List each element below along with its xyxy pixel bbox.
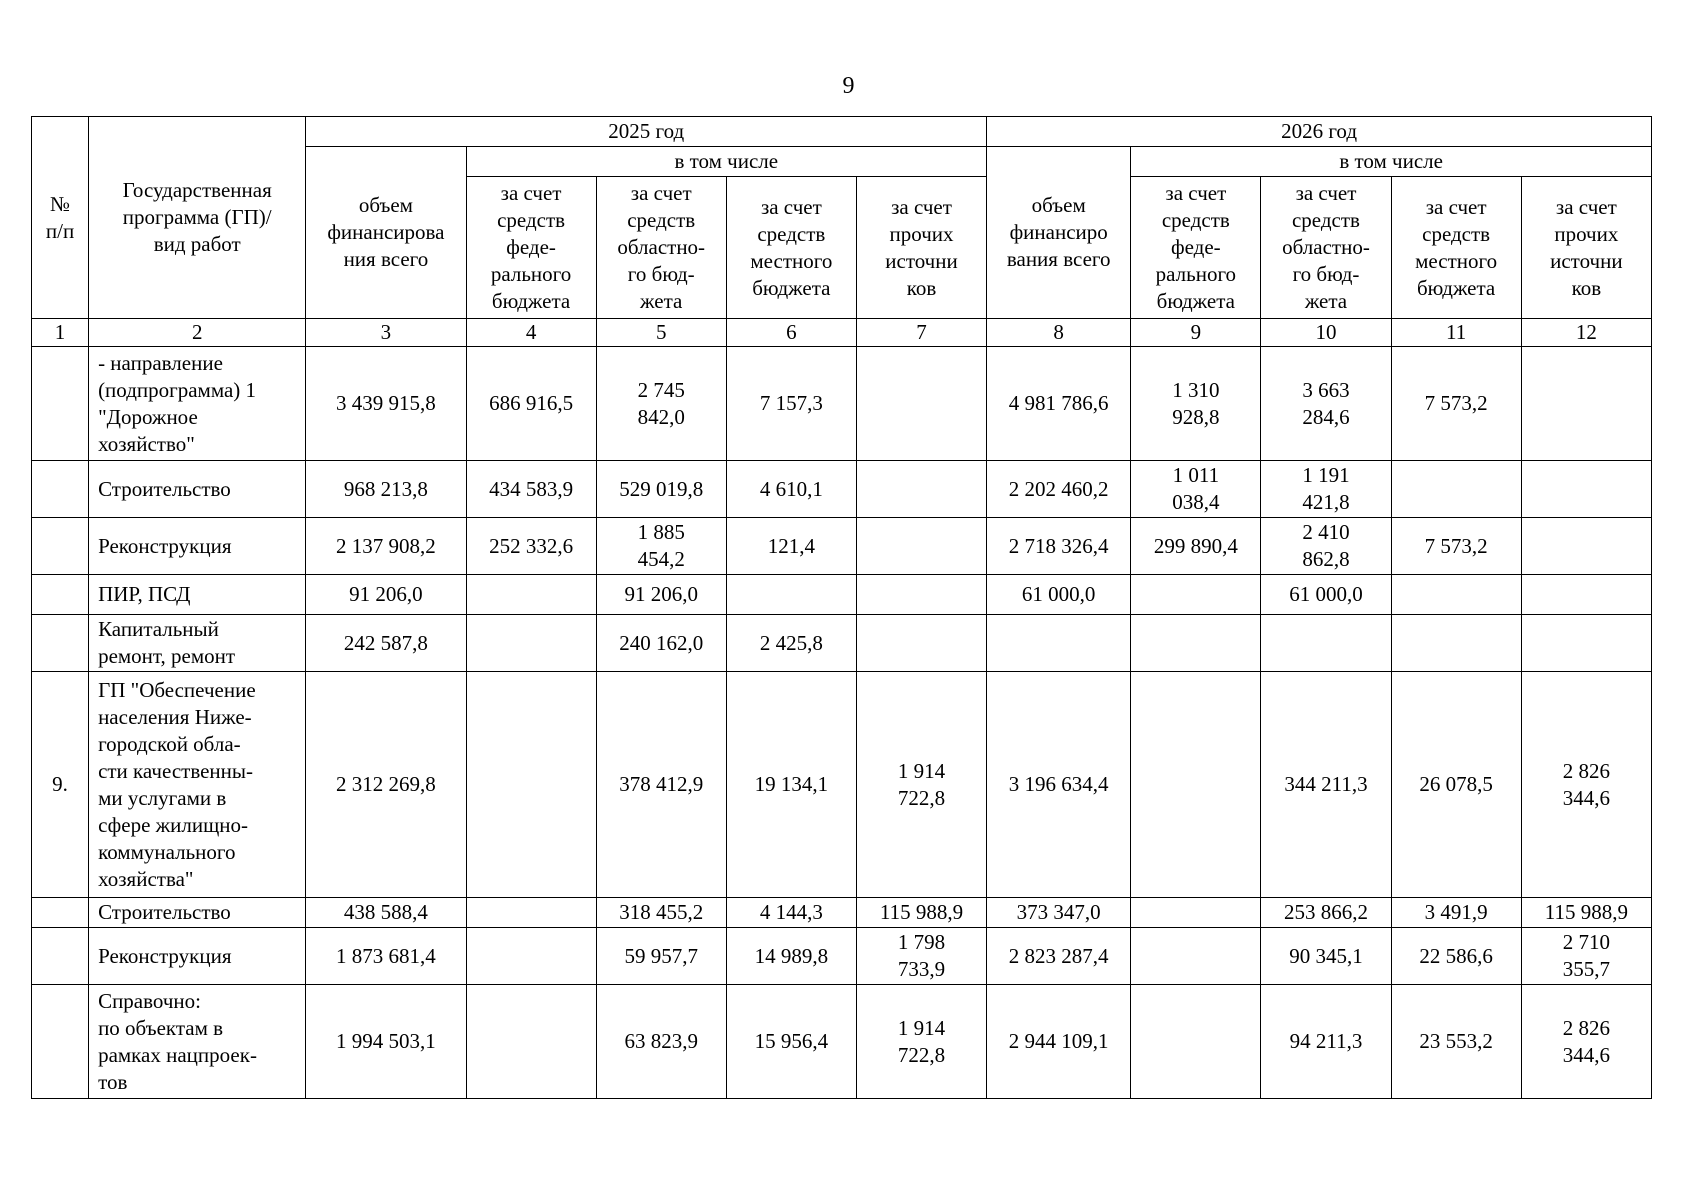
- col-number: 5: [596, 319, 726, 347]
- value-cell: 15 956,4: [726, 985, 856, 1099]
- value-cell: 59 957,7: [596, 928, 726, 985]
- row-name: Строительство: [89, 898, 306, 928]
- row-name: Справочно: по объектам в рамках нацпроек- тов: [89, 985, 306, 1099]
- value-cell: [1131, 898, 1261, 928]
- header-other-2025: за счет прочих источни ков: [856, 177, 986, 319]
- row-number: [32, 985, 89, 1099]
- value-cell: 2 710 355,7: [1521, 928, 1651, 985]
- table-row: [32, 518, 1652, 575]
- value-cell: 344 211,3: [1261, 672, 1391, 898]
- table-row: [32, 461, 1652, 518]
- col-number: 1: [32, 319, 89, 347]
- col-number: 6: [726, 319, 856, 347]
- row-name: ПИР, ПСД: [89, 575, 306, 615]
- value-cell: [1131, 672, 1261, 898]
- value-cell: 2 137 908,2: [306, 518, 466, 575]
- value-cell: [987, 615, 1131, 672]
- value-cell: 529 019,8: [596, 461, 726, 518]
- header-other-2026: за счет прочих источни ков: [1521, 177, 1651, 319]
- value-cell: [466, 575, 596, 615]
- value-cell: 3 663 284,6: [1261, 347, 1391, 461]
- header-including-2025: в том числе: [466, 147, 987, 177]
- value-cell: [466, 672, 596, 898]
- value-cell: [466, 615, 596, 672]
- value-cell: 2 202 460,2: [987, 461, 1131, 518]
- value-cell: [466, 985, 596, 1099]
- value-cell: 63 823,9: [596, 985, 726, 1099]
- row-name: Строительство: [89, 461, 306, 518]
- value-cell: 2 826 344,6: [1521, 672, 1651, 898]
- value-cell: 434 583,9: [466, 461, 596, 518]
- value-cell: [1521, 575, 1651, 615]
- row-number: [32, 347, 89, 461]
- value-cell: 2 826 344,6: [1521, 985, 1651, 1099]
- value-cell: [856, 461, 986, 518]
- col-number: 7: [856, 319, 986, 347]
- value-cell: 2 410 862,8: [1261, 518, 1391, 575]
- value-cell: 1 310 928,8: [1131, 347, 1261, 461]
- row-number: [32, 928, 89, 985]
- value-cell: 299 890,4: [1131, 518, 1261, 575]
- value-cell: [466, 898, 596, 928]
- value-cell: [1521, 461, 1651, 518]
- value-cell: 2 312 269,8: [306, 672, 466, 898]
- header-regional-2026: за счет средств областно- го бюд- жета: [1261, 177, 1391, 319]
- col-number: 3: [306, 319, 466, 347]
- col-number: 2: [89, 319, 306, 347]
- header-total-2026: объем финансиро вания всего: [987, 147, 1131, 319]
- value-cell: 91 206,0: [306, 575, 466, 615]
- row-name: Реконструкция: [89, 928, 306, 985]
- value-cell: [856, 615, 986, 672]
- value-cell: [1391, 615, 1521, 672]
- value-cell: 1 914 722,8: [856, 672, 986, 898]
- header-regional-2025: за счет средств областно- го бюд- жета: [596, 177, 726, 319]
- value-cell: 1 011 038,4: [1131, 461, 1261, 518]
- value-cell: [1131, 985, 1261, 1099]
- value-cell: 3 439 915,8: [306, 347, 466, 461]
- table-row: [32, 347, 1652, 461]
- value-cell: 90 345,1: [1261, 928, 1391, 985]
- header-federal-2026: за счет средств феде- рального бюджета: [1131, 177, 1261, 319]
- col-number: 11: [1391, 319, 1521, 347]
- value-cell: 373 347,0: [987, 898, 1131, 928]
- value-cell: 7 157,3: [726, 347, 856, 461]
- header-total-2025: объем финансирова ния всего: [306, 147, 466, 319]
- value-cell: 1 914 722,8: [856, 985, 986, 1099]
- value-cell: 2 823 287,4: [987, 928, 1131, 985]
- value-cell: 3 491,9: [1391, 898, 1521, 928]
- header-num: № п/п: [32, 117, 89, 319]
- value-cell: [1521, 347, 1651, 461]
- value-cell: [856, 347, 986, 461]
- budget-table: [31, 116, 1652, 1099]
- col-number: 10: [1261, 319, 1391, 347]
- value-cell: [1521, 518, 1651, 575]
- table-row: [32, 985, 1652, 1099]
- value-cell: 7 573,2: [1391, 347, 1521, 461]
- value-cell: 115 988,9: [1521, 898, 1651, 928]
- col-number: 4: [466, 319, 596, 347]
- header-year-2025: 2025 год: [306, 117, 987, 147]
- value-cell: [1131, 575, 1261, 615]
- row-number: [32, 461, 89, 518]
- row-number: [32, 518, 89, 575]
- row-name: ГП "Обеспечение населения Ниже- городской обла- сти качественны- ми услугами в сфере жилищно- коммунального хозяйства": [89, 672, 306, 898]
- value-cell: 242 587,8: [306, 615, 466, 672]
- header-program: Государственная программа (ГП)/ вид работ: [89, 117, 306, 319]
- value-cell: 4 610,1: [726, 461, 856, 518]
- table-row: [32, 928, 1652, 985]
- row-name: Реконструкция: [89, 518, 306, 575]
- value-cell: [1391, 575, 1521, 615]
- header-year-2026: 2026 год: [987, 117, 1652, 147]
- value-cell: 378 412,9: [596, 672, 726, 898]
- value-cell: 4 981 786,6: [987, 347, 1131, 461]
- value-cell: [1391, 461, 1521, 518]
- header-local-2025: за счет средств местного бюджета: [726, 177, 856, 319]
- value-cell: [1521, 615, 1651, 672]
- value-cell: 1 994 503,1: [306, 985, 466, 1099]
- row-name: - направление (подпрограмма) 1 "Дорожное хозяйство": [89, 347, 306, 461]
- col-number: 8: [987, 319, 1131, 347]
- value-cell: 2 745 842,0: [596, 347, 726, 461]
- table-row: [32, 575, 1652, 615]
- col-number: 9: [1131, 319, 1261, 347]
- value-cell: 94 211,3: [1261, 985, 1391, 1099]
- value-cell: 240 162,0: [596, 615, 726, 672]
- value-cell: [466, 928, 596, 985]
- value-cell: 19 134,1: [726, 672, 856, 898]
- row-number: [32, 615, 89, 672]
- value-cell: 1 191 421,8: [1261, 461, 1391, 518]
- page-number: 9: [842, 73, 855, 99]
- value-cell: 26 078,5: [1391, 672, 1521, 898]
- value-cell: 2 718 326,4: [987, 518, 1131, 575]
- table-row: [32, 615, 1652, 672]
- value-cell: 438 588,4: [306, 898, 466, 928]
- value-cell: 121,4: [726, 518, 856, 575]
- table-row: [32, 672, 1652, 898]
- row-number: [32, 575, 89, 615]
- value-cell: 686 916,5: [466, 347, 596, 461]
- value-cell: 4 144,3: [726, 898, 856, 928]
- table-row: [32, 898, 1652, 928]
- value-cell: 61 000,0: [987, 575, 1131, 615]
- row-number: 9.: [32, 672, 89, 898]
- value-cell: 2 944 109,1: [987, 985, 1131, 1099]
- value-cell: 22 586,6: [1391, 928, 1521, 985]
- value-cell: 1 798 733,9: [856, 928, 986, 985]
- value-cell: 252 332,6: [466, 518, 596, 575]
- value-cell: 318 455,2: [596, 898, 726, 928]
- value-cell: [1131, 928, 1261, 985]
- row-number: [32, 898, 89, 928]
- value-cell: 253 866,2: [1261, 898, 1391, 928]
- value-cell: [726, 575, 856, 615]
- header-local-2026: за счет средств местного бюджета: [1391, 177, 1521, 319]
- row-name: Капитальный ремонт, ремонт: [89, 615, 306, 672]
- value-cell: [1261, 615, 1391, 672]
- value-cell: 14 989,8: [726, 928, 856, 985]
- value-cell: 1 873 681,4: [306, 928, 466, 985]
- header-including-2026: в том числе: [1131, 147, 1652, 177]
- value-cell: 2 425,8: [726, 615, 856, 672]
- value-cell: 23 553,2: [1391, 985, 1521, 1099]
- value-cell: 91 206,0: [596, 575, 726, 615]
- value-cell: 968 213,8: [306, 461, 466, 518]
- value-cell: 7 573,2: [1391, 518, 1521, 575]
- value-cell: 115 988,9: [856, 898, 986, 928]
- value-cell: [856, 518, 986, 575]
- value-cell: 3 196 634,4: [987, 672, 1131, 898]
- value-cell: [1131, 615, 1261, 672]
- value-cell: 1 885 454,2: [596, 518, 726, 575]
- value-cell: [856, 575, 986, 615]
- col-number: 12: [1521, 319, 1651, 347]
- header-federal-2025: за счет средств феде- рального бюджета: [466, 177, 596, 319]
- value-cell: 61 000,0: [1261, 575, 1391, 615]
